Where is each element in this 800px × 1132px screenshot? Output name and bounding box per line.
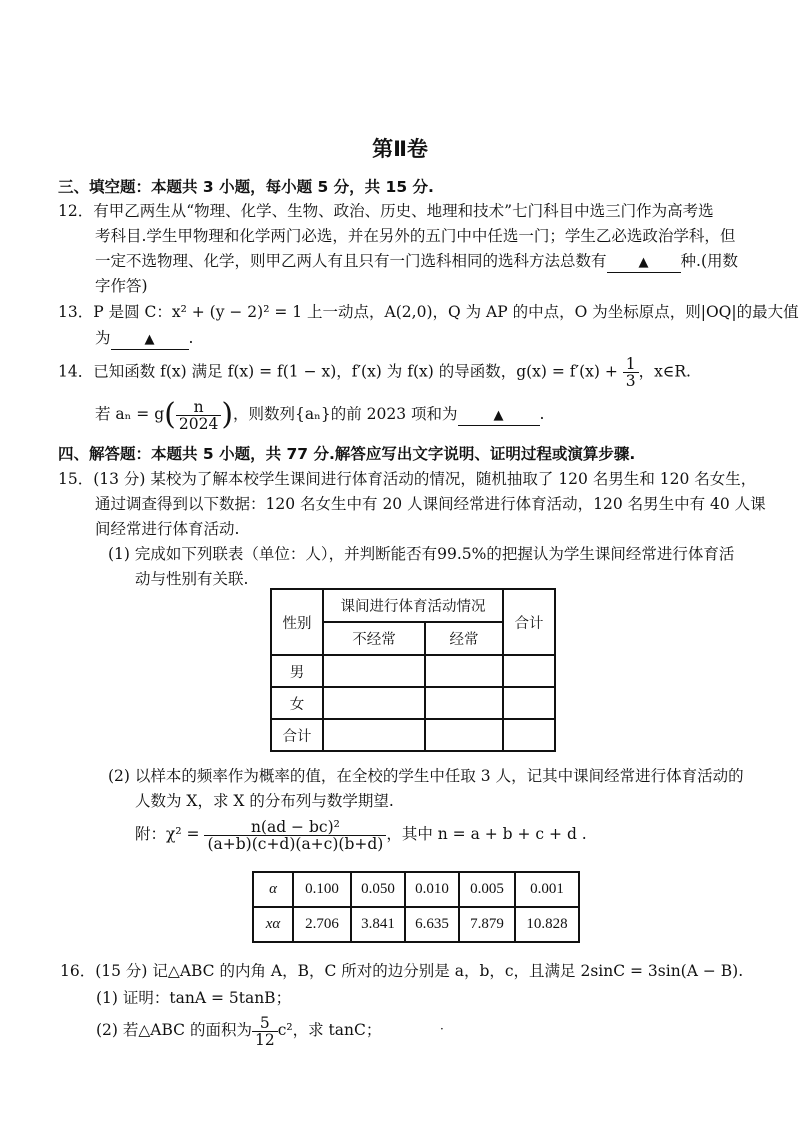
q14-line-2 <box>95 396 544 433</box>
table-header-not-often: 不经常 <box>323 622 425 655</box>
table-header-activity: 课间进行体育活动情况 <box>323 589 503 622</box>
fraction-numerator: 1 <box>623 356 639 373</box>
q16-part2-text: (2) 若△ABC 的面积为 <box>96 1021 252 1039</box>
q15-part1-line-2: 动与性别有关联. <box>135 570 249 588</box>
x-alpha-label: xα <box>253 907 293 942</box>
q12-line-2: 考科目.学生甲物理和化学两门必选，并在另外的五门中中任选一门；学生乙必选政治学科，但 <box>95 227 736 245</box>
critical-value: 7.879 <box>459 907 515 942</box>
paren-right: ) <box>221 397 234 432</box>
formula-suffix: ，其中 n = a + b + c + d . <box>386 825 587 843</box>
table-header-often: 经常 <box>425 622 503 655</box>
q12-line-3 <box>95 250 738 273</box>
fraction-denominator: 3 <box>625 372 636 390</box>
q15-line-3: 间经常进行体育活动. <box>95 520 240 538</box>
q13-line-2-tail: . <box>188 329 194 347</box>
critical-value: 2.706 <box>293 907 351 942</box>
answer-blank: ▲ <box>607 254 681 273</box>
alpha-label: α <box>253 872 293 907</box>
table-row <box>271 687 555 719</box>
critical-value: 3.841 <box>351 907 405 942</box>
fraction-numerator: n <box>176 399 221 416</box>
q12-line-3-tail: 种.(用数 <box>680 252 738 270</box>
q14-line-1 <box>58 356 691 389</box>
row-label-female: 女 <box>271 687 323 719</box>
q14-text-e: . <box>539 405 545 423</box>
q14-text-b: ，x∈R. <box>638 362 691 381</box>
alpha-value: 0.010 <box>405 872 459 907</box>
q15-part2-line-2: 人数为 X，求 X 的分布列与数学期望. <box>135 792 394 810</box>
contingency-table <box>270 588 556 752</box>
q15-part2-line-1: (2) 以样本的频率作为概率的值，在全校的学生中任取 3 人，记其中课间经常进行体育活动的 <box>108 767 744 785</box>
page-title: 第Ⅱ卷 <box>372 137 428 161</box>
q12-line-1: 12．有甲乙两生从“物理、化学、生物、政治、历史、地理和技术”七门科目中选三门作为高考选 <box>58 202 714 220</box>
q15-line-1: 15．(13 分) 某校为了解本校学生课间进行体育活动的情况，随机抽取了 120 名男生和 120 名女生， <box>58 470 757 488</box>
alpha-value: 0.001 <box>515 872 579 907</box>
fraction-5-over-12 <box>252 1015 278 1048</box>
alpha-value: 0.050 <box>351 872 405 907</box>
formula-numerator: n(ad − bc)² <box>204 819 386 836</box>
alpha-value: 0.005 <box>459 872 515 907</box>
answer-blank: ▲ <box>458 407 540 426</box>
row-label-total: 合计 <box>271 719 323 751</box>
q14-text-d: ，则数列{aₙ}的前 2023 项和为 <box>233 405 458 423</box>
q16-part1: (1) 证明：tanA = 5tanB； <box>96 989 292 1007</box>
table-header-gender: 性别 <box>271 589 323 655</box>
q13-line-2-text: 为 <box>95 329 111 347</box>
row-label-male: 男 <box>271 655 323 687</box>
fraction-n-over-2024 <box>176 399 221 432</box>
table-row <box>253 872 579 907</box>
q16-part2 <box>96 1012 381 1048</box>
table-cell <box>323 687 425 719</box>
table-row <box>271 719 555 751</box>
table-cell <box>503 687 555 719</box>
fraction-denominator: 12 <box>254 1030 275 1049</box>
q12-line-4: 字作答) <box>95 277 148 295</box>
fraction-one-third <box>623 356 639 389</box>
table-cell <box>323 655 425 687</box>
q15-part1-line-1: (1) 完成如下列联表（单位：人），并判断能否有99.5%的把握认为学生课间经常进行体育活 <box>108 545 735 563</box>
q16-part2-tail: c²，求 tanC； <box>277 1021 382 1039</box>
q15-line-2: 通过调查得到以下数据：120 名女生中有 20 人课间经常进行体育活动，120 名男生中有 40 人课 <box>95 495 766 513</box>
q14-text-c: 若 aₙ = g <box>95 405 165 423</box>
table-cell <box>425 687 503 719</box>
q13-line-2 <box>95 327 193 350</box>
critical-value-table <box>252 871 580 943</box>
table-cell <box>425 719 503 751</box>
q12-line-3-text: 一定不选物理、化学，则甲乙两人有且只有一门选科相同的选科方法总数有 <box>95 252 607 270</box>
q13-line-1: 13．P 是圆 C：x² + (y − 2)² = 1 上一动点，A(2,0)，Q 为 AP 的中点，O 为坐标原点，则|OQ|的最大值 <box>58 303 799 321</box>
formula-denominator: (a+b)(c+d)(a+c)(b+d) <box>207 834 384 853</box>
formula-prefix: 附：χ² = <box>135 825 200 843</box>
paren-left: ( <box>164 397 176 432</box>
fraction-numerator: 5 <box>252 1015 278 1032</box>
fraction-denominator: 2024 <box>178 414 219 433</box>
formula-fraction <box>204 819 386 852</box>
stray-dot: · <box>440 1022 444 1036</box>
table-cell <box>503 655 555 687</box>
table-cell <box>323 719 425 751</box>
critical-value: 6.635 <box>405 907 459 942</box>
section-4-header: 四、解答题：本题共 5 小题，共 77 分.解答应写出文字说明、证明过程或演算步骤. <box>58 445 636 463</box>
table-row <box>253 907 579 942</box>
chi-square-formula <box>135 814 587 854</box>
table-row <box>271 655 555 687</box>
table-cell <box>425 655 503 687</box>
critical-value: 10.828 <box>515 907 579 942</box>
q14-text-a: 14．已知函数 f(x) 满足 f(x) = f(1 − x)，f′(x) 为 f(x) 的导函数，g(x) = f′(x) + <box>58 362 623 381</box>
section-3-header: 三、填空题：本题共 3 小题，每小题 5 分，共 15 分. <box>58 178 434 196</box>
table-header-total: 合计 <box>503 589 555 655</box>
table-cell <box>503 719 555 751</box>
alpha-value: 0.100 <box>293 872 351 907</box>
q16-line-1: 16．(15 分) 记△ABC 的内角 A，B，C 所对的边分别是 a，b，c，且满足 2sinC = 3sin(A − B). <box>60 962 744 980</box>
answer-blank: ▲ <box>111 331 189 350</box>
